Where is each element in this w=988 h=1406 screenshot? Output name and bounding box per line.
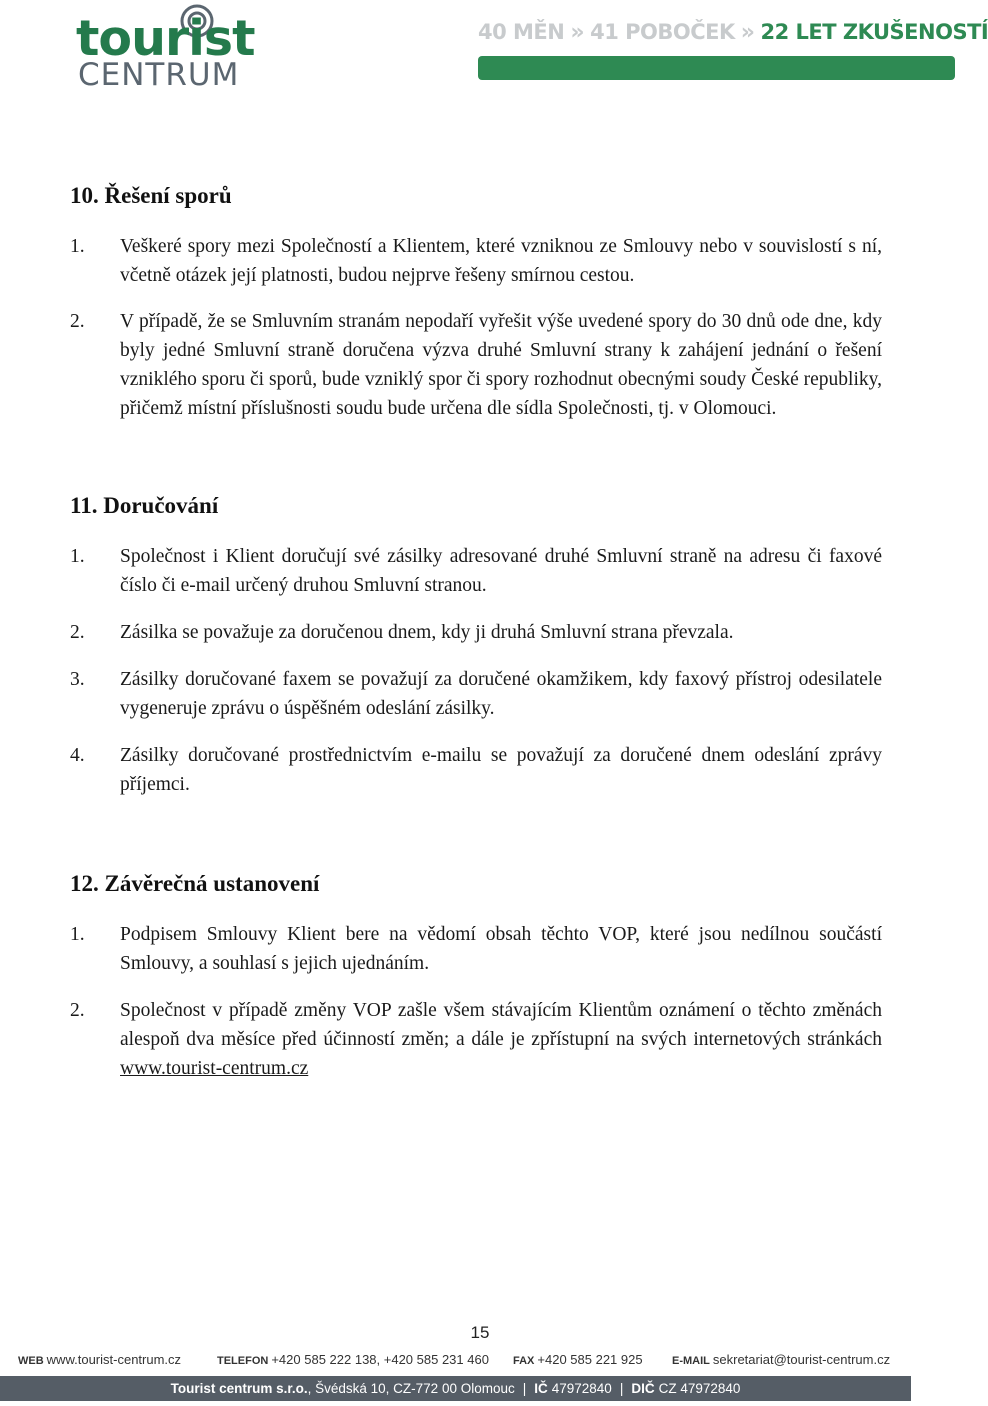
item-text: Zásilky doručované faxem se považují za doručené okamžikem, kdy faxový přístroj odesilatele vygeneruje zprávu o úspěšném odeslání zásilky. [120,669,882,719]
section-title: 12. Závěrečná ustanovení [70,871,320,896]
item-number: 2. [70,1000,85,1021]
company-logo [76,4,266,94]
item-text: Společnost i Klient doručují své zásilky adresované druhé Smluvní straně na adresu či faxové číslo či e-mail určený druhou Smluvní stranou. [120,546,882,596]
section-list [70,542,882,799]
item-number: 3. [70,669,85,690]
item-text: Společnost v případě změny VOP zašle všem stávajícím Klientům oznámení o těchto změnách alespoň dva měsíce před účinností změn; a dále je zpřístupní na svých internetových stránkách [120,1000,882,1050]
item-text: Zásilka se považuje za doručenou dnem, kdy ji druhá Smluvní strana převzala. [120,622,734,643]
section-title: 11. Doručování [70,493,219,518]
list-item [70,741,882,799]
section-list [70,920,882,1083]
item-text: Podpisem Smlouvy Klient bere na vědomí obsah těchto VOP, které jsou nedílnou součástí Smlouvy, a souhlasí s jejich ujednáním. [120,924,882,974]
tagline-experience: 22 LET ZKUŠENOSTÍ [760,20,988,44]
tagline-separator: » [740,20,755,45]
section-list [70,232,882,423]
ic-label: IČ [534,1381,548,1396]
list-item [70,542,882,600]
logo-word-tourist: tourist [76,10,255,67]
page-number: 15 [470,1323,490,1342]
item-number: 1. [70,236,85,257]
web-label: WEB [18,1355,44,1367]
phone-label: TELEFON [217,1355,269,1367]
website-link[interactable]: www.tourist-centrum.cz [120,1058,309,1079]
tagline-currencies: 40 MĚN [478,20,565,44]
list-item [70,996,882,1083]
item-number: 2. [70,311,85,332]
item-number: 2. [70,622,85,643]
fax-value: +420 585 221 925 [537,1352,643,1367]
footer-email [672,1352,890,1367]
document-body [70,180,882,1083]
section-title: 10. Řešení sporů [70,183,232,208]
footer-phone [217,1352,489,1367]
ic-value: 47972840 [551,1381,612,1396]
phone-value: +420 585 222 138, +420 585 231 460 [271,1352,489,1367]
footer-web [18,1352,181,1367]
item-text: Zásilky doručované prostřednictvím e-mailu se považují za doručené dnem odeslání zprávy příjemci. [120,745,882,795]
email-value[interactable]: sekretariat@tourist-centrum.cz [712,1352,891,1367]
fax-label: FAX [513,1355,535,1367]
item-number: 1. [70,546,85,567]
item-number: 1. [70,924,85,945]
company-name: Tourist centrum s.r.o. [170,1381,308,1396]
item-text: Veškeré spory mezi Společností a Klientem, které vzniknou ze Smlouvy nebo v souvislostí s ní, včetně otázek její platnosti, budou nejprve řešeny smírnou cestou. [120,236,882,286]
list-item [70,920,882,978]
header-accent-bar [478,56,955,80]
item-text: V případě, že se Smluvním stranám nepodaří vyřešit výše uvedené spory do 30 dnů ode dne, kdy byly jedné Smluvní straně doručena výzva druhé Smluvní strany k zahájení jednání o řešení vzniklého sporu či sporů, bude vzniklý spor či spory rozhodnut obecnými soudy České republiky, přičemž místní příslušnosti soudu bude určena dle sídla Společnosti, tj. v Olomouci. [120,311,882,419]
dic-label: DIČ [631,1381,655,1396]
header-tagline [478,20,988,50]
bar-separator: | [619,1381,624,1396]
footer-fax [513,1352,643,1367]
logo-word-centrum: CENTRUM [78,57,240,93]
tagline-separator: » [570,20,585,45]
company-info-bar [0,1376,911,1401]
list-item [70,232,882,290]
item-number: 4. [70,745,85,766]
list-item [70,307,882,423]
dic-value: CZ 47972840 [658,1381,741,1396]
tagline-branches: 41 POBOČEK [590,20,735,44]
bar-separator: | [522,1381,527,1396]
company-address: , Švédská 10, CZ-772 00 Olomouc [307,1381,515,1396]
web-value[interactable]: www.tourist-centrum.cz [46,1352,182,1367]
list-item [70,665,882,723]
email-label: E-MAIL [672,1355,710,1367]
list-item [70,618,882,647]
